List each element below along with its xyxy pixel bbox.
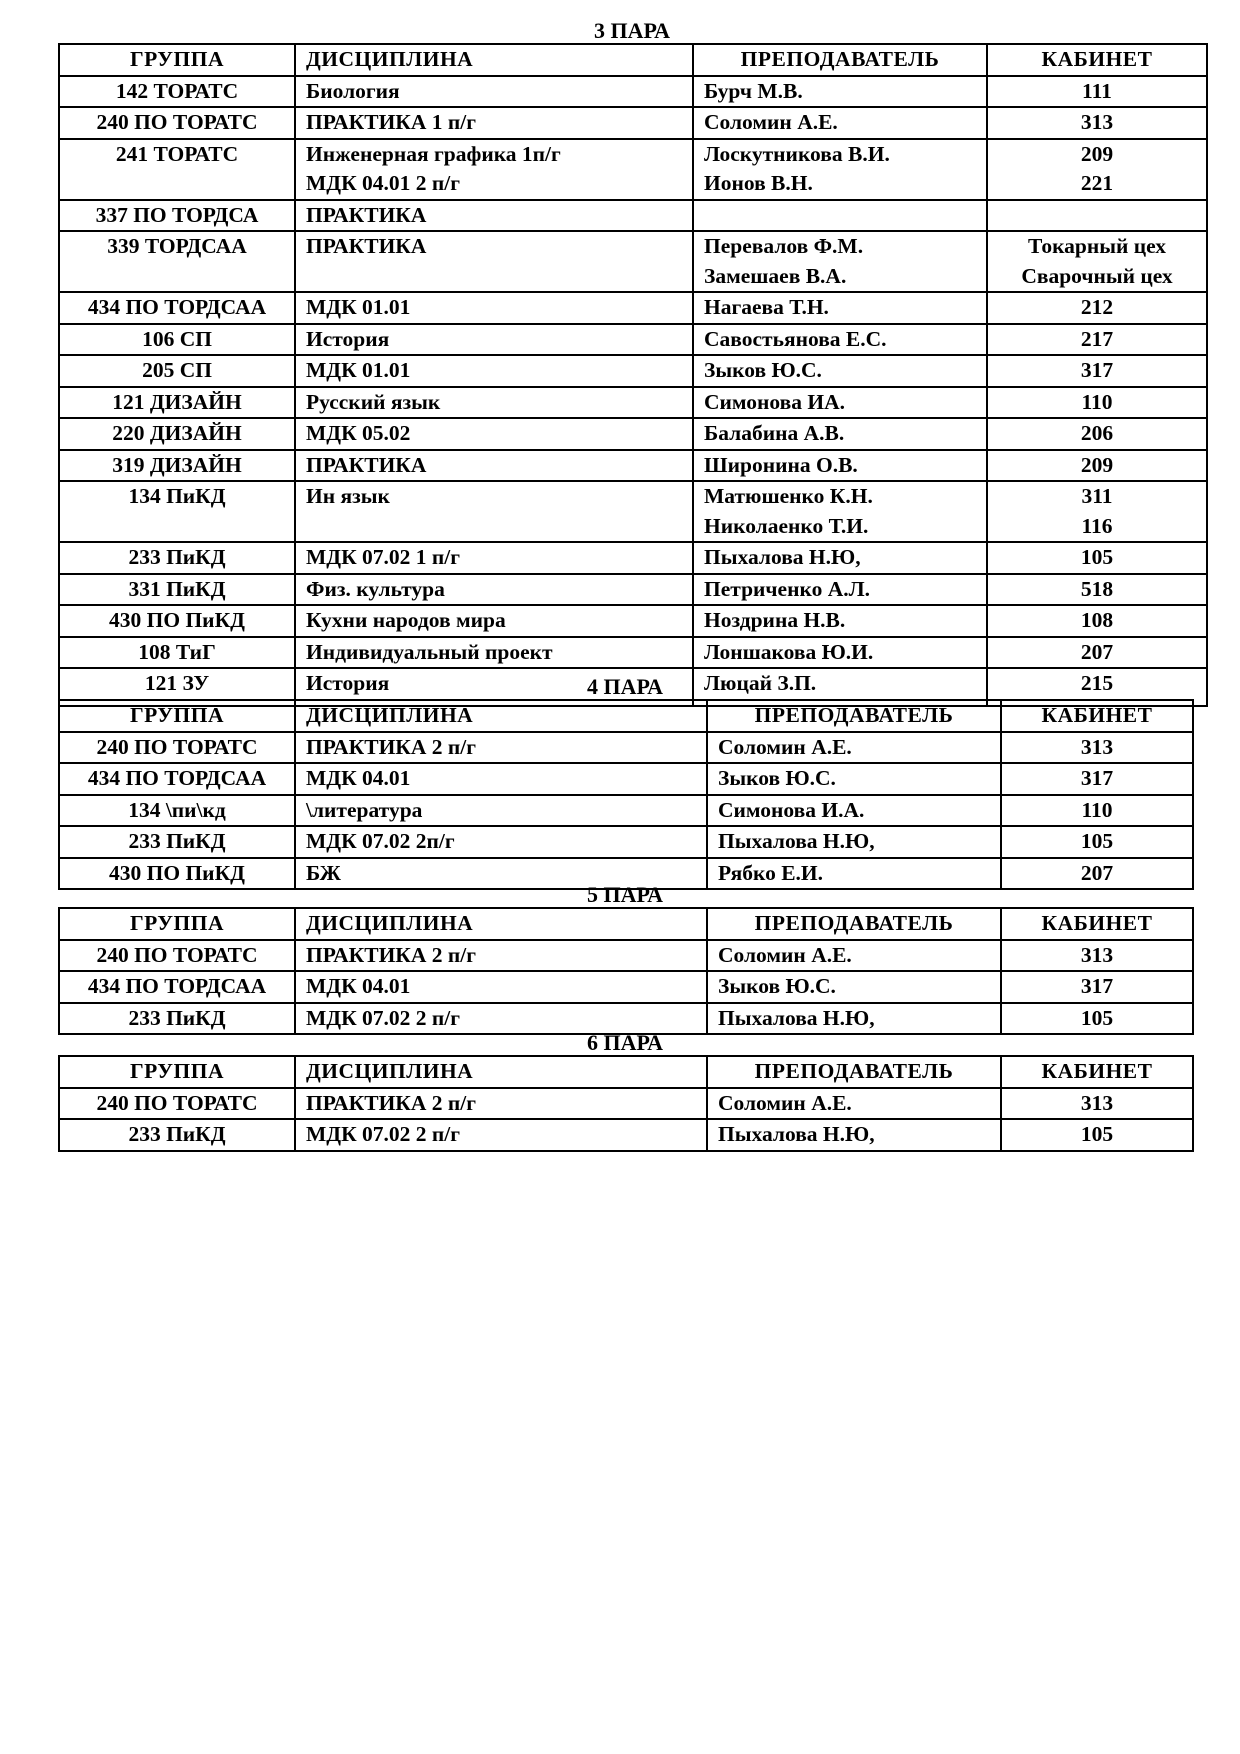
cell-group: 240 ПО ТОРАТС xyxy=(59,940,295,972)
room-line: 209 xyxy=(1080,141,1114,166)
room-line: 215 xyxy=(1080,671,1114,695)
table-row xyxy=(59,971,1193,1003)
cell-room xyxy=(987,76,1207,108)
cell-teacher xyxy=(693,637,987,669)
discipline-line: ПРАКТИКА 2 п/г xyxy=(306,734,477,759)
table-row xyxy=(59,795,1193,827)
cell-teacher xyxy=(693,139,987,200)
section-title: 4 ПАРА xyxy=(586,674,663,699)
teacher-line: Савостьянова Е.С. xyxy=(704,326,887,351)
cell-discipline xyxy=(295,732,707,764)
table-row xyxy=(59,605,1207,637)
cell-teacher xyxy=(693,324,987,356)
room-line: 206 xyxy=(1080,421,1114,445)
section-title: 3 ПАРА xyxy=(593,18,670,43)
section-para-6 xyxy=(58,1032,1192,1152)
table-row xyxy=(59,481,1207,542)
cell-teacher xyxy=(693,76,987,108)
table-row xyxy=(59,732,1193,764)
discipline-line: Русский язык xyxy=(306,389,441,414)
cell-teacher xyxy=(707,1003,1001,1035)
cell-teacher xyxy=(707,795,1001,827)
table-body xyxy=(59,44,1207,706)
table-row xyxy=(59,200,1207,232)
cell-discipline xyxy=(295,1088,707,1120)
cell-teacher xyxy=(707,1088,1001,1120)
cell-teacher xyxy=(707,940,1001,972)
cell-discipline xyxy=(295,542,693,574)
teacher-line: Балабина А.В. xyxy=(704,421,845,445)
teacher-line: Люцай З.П. xyxy=(704,671,817,695)
discipline-line: МДК 07.02 2п/г xyxy=(306,829,455,853)
header-teacher: ПРЕПОДАВАТЕЛЬ xyxy=(707,908,1001,940)
teacher-line: Симонова И.А. xyxy=(718,797,865,822)
cell-discipline xyxy=(295,481,693,542)
cell-room xyxy=(1001,795,1193,827)
room-line: 313 xyxy=(1080,110,1114,134)
cell-group: 331 ПиКД xyxy=(59,574,295,606)
cell-room xyxy=(987,200,1207,232)
room-line: 212 xyxy=(1080,295,1114,319)
cell-group: 134 ПиКД xyxy=(59,481,295,542)
header-group: ГРУППА xyxy=(59,700,295,732)
cell-discipline xyxy=(295,605,693,637)
cell-room xyxy=(987,450,1207,482)
teacher-line: Рябко Е.И. xyxy=(718,860,824,885)
room-line: 110 xyxy=(1081,389,1113,414)
teacher-line: Ноздрина Н.В. xyxy=(704,608,846,632)
section-para-4 xyxy=(58,676,1192,890)
cell-group: 233 ПиКД xyxy=(59,826,295,858)
table-header-row xyxy=(59,700,1193,732)
table-row xyxy=(59,574,1207,606)
cell-teacher xyxy=(693,200,987,232)
teacher-line: Николаенко Т.И. xyxy=(704,513,869,538)
room-line: 116 xyxy=(1081,513,1113,538)
table-row xyxy=(59,292,1207,324)
cell-group: 205 СП xyxy=(59,355,295,387)
teacher-line: Зыков Ю.С. xyxy=(718,974,836,998)
teacher-line: Бурч М.В. xyxy=(704,78,803,103)
room-line: 217 xyxy=(1080,326,1114,351)
cell-discipline xyxy=(295,76,693,108)
cell-teacher xyxy=(693,107,987,139)
table-body xyxy=(59,908,1193,1034)
discipline-line: МДК 01.01 xyxy=(306,295,411,319)
cell-room xyxy=(1001,763,1193,795)
header-room: КАБИНЕТ xyxy=(987,44,1207,76)
cell-group: 434 ПО ТОРДСАА xyxy=(59,292,295,324)
room-line: 105 xyxy=(1080,829,1114,853)
room-line: 317 xyxy=(1080,766,1114,790)
cell-teacher xyxy=(693,481,987,542)
discipline-line: МДК 05.02 xyxy=(306,421,411,445)
cell-group: 434 ПО ТОРДСАА xyxy=(59,763,295,795)
header-discipline: ДИСЦИПЛИНА xyxy=(295,700,707,732)
cell-room xyxy=(1001,1119,1193,1151)
discipline-line: МДК 04.01 2 п/г xyxy=(306,171,461,195)
cell-group: 240 ПО ТОРАТС xyxy=(59,1088,295,1120)
cell-group: 142 ТОРАТС xyxy=(59,76,295,108)
cell-group: 106 СП xyxy=(59,324,295,356)
cell-group: 233 ПиКД xyxy=(59,1003,295,1035)
section-para-3 xyxy=(58,20,1206,707)
room-line: 105 xyxy=(1080,1005,1114,1030)
cell-discipline xyxy=(295,971,707,1003)
teacher-line: Пыхалова Н.Ю, xyxy=(704,545,861,569)
room-line: 209 xyxy=(1080,452,1114,477)
cell-group: 337 ПО ТОРДСА xyxy=(59,200,295,232)
cell-room xyxy=(987,637,1207,669)
table-row xyxy=(59,542,1207,574)
cell-teacher xyxy=(693,542,987,574)
cell-discipline xyxy=(295,231,693,292)
cell-room xyxy=(987,355,1207,387)
cell-group: 241 ТОРАТС xyxy=(59,139,295,200)
cell-room xyxy=(1001,1003,1193,1035)
table-row xyxy=(59,637,1207,669)
table-row xyxy=(59,450,1207,482)
teacher-line: Матюшенко К.Н. xyxy=(704,484,873,508)
table-header-row xyxy=(59,44,1207,76)
cell-room xyxy=(987,418,1207,450)
room-line: 110 xyxy=(1081,797,1113,822)
cell-discipline xyxy=(295,107,693,139)
cell-room xyxy=(987,605,1207,637)
schedule-table xyxy=(58,907,1194,1035)
cell-room xyxy=(1001,826,1193,858)
cell-room xyxy=(1001,940,1193,972)
room-line: Токарный цех xyxy=(1027,234,1167,258)
teacher-line: Симонова ИА. xyxy=(704,389,845,414)
discipline-line: ПРАКТИКА 1 п/г xyxy=(306,110,477,134)
discipline-line: ПРАКТИКА xyxy=(306,202,427,227)
cell-teacher xyxy=(707,1119,1001,1151)
cell-group: 319 ДИЗАЙН xyxy=(59,450,295,482)
header-room: КАБИНЕТ xyxy=(1001,700,1193,732)
cell-group: 339 ТОРДСАА xyxy=(59,231,295,292)
teacher-line: Соломин А.Е. xyxy=(718,942,852,967)
cell-discipline xyxy=(295,450,693,482)
table-row xyxy=(59,107,1207,139)
cell-group: 434 ПО ТОРДСАА xyxy=(59,971,295,1003)
header-teacher: ПРЕПОДАВАТЕЛЬ xyxy=(707,1056,1001,1088)
table-row xyxy=(59,826,1193,858)
discipline-line: МДК 04.01 xyxy=(306,974,411,998)
teacher-line: Соломин А.Е. xyxy=(718,1090,852,1115)
cell-discipline xyxy=(295,200,693,232)
room-line: 317 xyxy=(1080,358,1114,382)
section-title: 6 ПАРА xyxy=(586,1030,663,1055)
cell-discipline xyxy=(295,763,707,795)
cell-teacher xyxy=(693,418,987,450)
cell-group: 121 ЗУ xyxy=(59,668,295,706)
teacher-line: Широнина О.В. xyxy=(704,452,858,477)
cell-teacher xyxy=(693,450,987,482)
cell-group: 220 ДИЗАЙН xyxy=(59,418,295,450)
cell-room xyxy=(987,542,1207,574)
room-line: 108 xyxy=(1080,608,1114,632)
discipline-line: ПРАКТИКА 2 п/г xyxy=(306,942,477,967)
cell-discipline xyxy=(295,355,693,387)
cell-group: 134 \пи\кд xyxy=(59,795,295,827)
room-line: 317 xyxy=(1080,974,1114,998)
schedule-table xyxy=(58,43,1208,707)
section-para-5 xyxy=(58,884,1192,1035)
header-group: ГРУППА xyxy=(59,908,295,940)
cell-room xyxy=(1001,1088,1193,1120)
cell-discipline xyxy=(295,940,707,972)
discipline-line: БЖ xyxy=(306,860,341,885)
cell-teacher xyxy=(693,231,987,292)
teacher-line: Пыхалова Н.Ю, xyxy=(718,1122,875,1146)
discipline-line: МДК 04.01 xyxy=(306,766,411,790)
cell-room xyxy=(987,387,1207,419)
teacher-line: Ионов В.Н. xyxy=(704,171,813,195)
header-teacher: ПРЕПОДАВАТЕЛЬ xyxy=(693,44,987,76)
table-row xyxy=(59,139,1207,200)
cell-teacher xyxy=(693,605,987,637)
cell-teacher xyxy=(693,292,987,324)
cell-teacher xyxy=(707,826,1001,858)
header-group: ГРУППА xyxy=(59,44,295,76)
cell-group: 240 ПО ТОРАТС xyxy=(59,732,295,764)
header-room: КАБИНЕТ xyxy=(1001,1056,1193,1088)
discipline-line: \литература xyxy=(306,797,423,822)
room-line: 313 xyxy=(1080,942,1114,967)
discipline-line: Физ. культура xyxy=(306,576,445,601)
header-discipline: ДИСЦИПЛИНА xyxy=(295,1056,707,1088)
table-row xyxy=(59,763,1193,795)
teacher-line: Петриченко А.Л. xyxy=(704,576,871,601)
teacher-line: Зыков Ю.С. xyxy=(718,766,836,790)
discipline-line: МДК 01.01 xyxy=(306,358,411,382)
cell-teacher xyxy=(707,971,1001,1003)
discipline-line: ПРАКТИКА xyxy=(306,234,427,258)
cell-teacher xyxy=(693,355,987,387)
cell-room xyxy=(987,107,1207,139)
room-line: 313 xyxy=(1080,734,1114,759)
cell-teacher xyxy=(707,732,1001,764)
cell-discipline xyxy=(295,795,707,827)
cell-discipline xyxy=(295,574,693,606)
table-header-row xyxy=(59,1056,1193,1088)
room-line: Сварочный цех xyxy=(1021,263,1173,288)
table-header-row xyxy=(59,908,1193,940)
teacher-line: Пыхалова Н.Ю, xyxy=(718,829,875,853)
table-row xyxy=(59,1088,1193,1120)
cell-discipline xyxy=(295,387,693,419)
header-teacher: ПРЕПОДАВАТЕЛЬ xyxy=(707,700,1001,732)
schedule-table xyxy=(58,1055,1194,1152)
room-line: 207 xyxy=(1080,860,1114,885)
cell-discipline xyxy=(295,826,707,858)
discipline-line: МДК 07.02 2 п/г xyxy=(306,1122,461,1146)
cell-group: 121 ДИЗАЙН xyxy=(59,387,295,419)
cell-group: 233 ПиКД xyxy=(59,1119,295,1151)
table-row xyxy=(59,355,1207,387)
cell-teacher xyxy=(693,574,987,606)
cell-group: 233 ПиКД xyxy=(59,542,295,574)
room-line: 518 xyxy=(1080,576,1114,601)
cell-group: 430 ПО ПиКД xyxy=(59,858,295,890)
cell-discipline xyxy=(295,292,693,324)
header-discipline: ДИСЦИПЛИНА xyxy=(295,44,693,76)
teacher-line: Замешаев В.А. xyxy=(704,263,847,288)
cell-teacher xyxy=(707,763,1001,795)
room-line: 311 xyxy=(1081,484,1113,508)
table-row xyxy=(59,387,1207,419)
room-line: 207 xyxy=(1080,639,1114,664)
cell-discipline xyxy=(295,637,693,669)
teacher-line: Соломин А.Е. xyxy=(704,110,838,134)
table-row xyxy=(59,231,1207,292)
room-line: 105 xyxy=(1080,545,1114,569)
room-line: 313 xyxy=(1080,1090,1114,1115)
cell-group: 430 ПО ПиКД xyxy=(59,605,295,637)
cell-room xyxy=(987,324,1207,356)
discipline-line: ПРАКТИКА xyxy=(306,452,427,477)
teacher-line: Лоншакова Ю.И. xyxy=(704,639,874,664)
discipline-line: История xyxy=(306,326,390,351)
discipline-line: Кухни народов мира xyxy=(306,608,506,632)
table-row xyxy=(59,418,1207,450)
teacher-line: Перевалов Ф.М. xyxy=(704,234,864,258)
cell-discipline xyxy=(295,139,693,200)
room-line: 221 xyxy=(1080,171,1114,195)
cell-teacher xyxy=(693,387,987,419)
cell-room xyxy=(987,481,1207,542)
cell-room xyxy=(987,231,1207,292)
discipline-line: ПРАКТИКА 2 п/г xyxy=(306,1090,477,1115)
room-line: 111 xyxy=(1082,78,1112,103)
cell-room xyxy=(987,574,1207,606)
discipline-line: Индивидуальный проект xyxy=(306,639,553,664)
cell-room xyxy=(1001,732,1193,764)
teacher-line: Соломин А.Е. xyxy=(718,734,852,759)
cell-room xyxy=(987,292,1207,324)
cell-discipline xyxy=(295,324,693,356)
discipline-line: Биология xyxy=(306,78,400,103)
discipline-line: Ин язык xyxy=(306,484,390,508)
teacher-line: Пыхалова Н.Ю, xyxy=(718,1005,875,1030)
table-row xyxy=(59,940,1193,972)
cell-room xyxy=(987,139,1207,200)
discipline-line: МДК 07.02 2 п/г xyxy=(306,1005,461,1030)
cell-discipline xyxy=(295,418,693,450)
discipline-line: МДК 07.02 1 п/г xyxy=(306,545,461,569)
teacher-line: Лоскутникова В.И. xyxy=(704,141,890,166)
table-row xyxy=(59,1119,1193,1151)
table-body xyxy=(59,700,1193,889)
cell-group: 240 ПО ТОРАТС xyxy=(59,107,295,139)
table-body xyxy=(59,1056,1193,1151)
table-row xyxy=(59,76,1207,108)
cell-room xyxy=(1001,971,1193,1003)
header-discipline: ДИСЦИПЛИНА xyxy=(295,908,707,940)
room-line: 105 xyxy=(1080,1122,1114,1146)
discipline-line: История xyxy=(306,671,390,695)
cell-group: 108 ТиГ xyxy=(59,637,295,669)
header-room: КАБИНЕТ xyxy=(1001,908,1193,940)
teacher-line: Нагаева Т.Н. xyxy=(704,295,829,319)
section-title: 5 ПАРА xyxy=(586,882,663,907)
header-group: ГРУППА xyxy=(59,1056,295,1088)
schedule-table xyxy=(58,699,1194,890)
table-row xyxy=(59,324,1207,356)
teacher-line: Зыков Ю.С. xyxy=(704,358,822,382)
cell-discipline xyxy=(295,1119,707,1151)
discipline-line: Инженерная графика 1п/г xyxy=(306,141,561,166)
